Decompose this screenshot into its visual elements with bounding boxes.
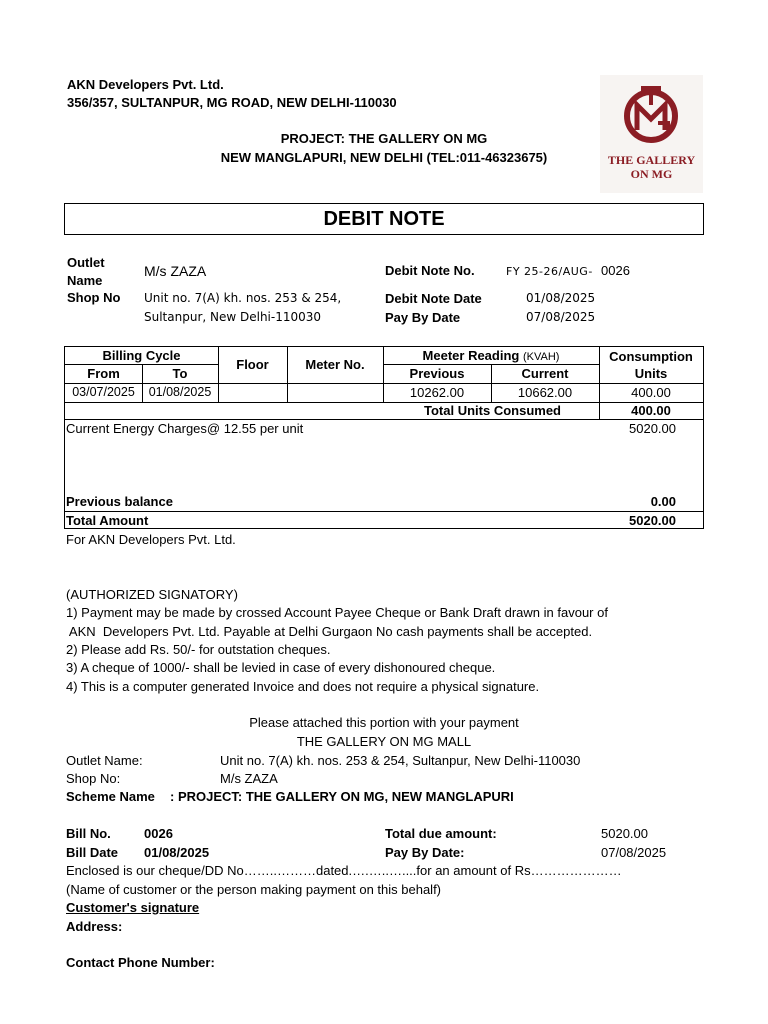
total-amount-label: Total Amount — [66, 513, 149, 528]
logo-text-line2: ON MG — [630, 167, 673, 181]
page-title: DEBIT NOTE — [323, 208, 445, 230]
scheme-name-value: : PROJECT: THE GALLERY ON MG, NEW MANGLAPURI — [170, 789, 514, 804]
energy-charges-value: 5020.00 — [629, 421, 676, 436]
company-address: 356/357, SULTANPUR, MG ROAD, NEW DELHI-110030 — [67, 95, 397, 110]
consumption-header-line1: Consumption — [609, 349, 693, 364]
customer-signature-label: Customer's signature — [66, 900, 200, 915]
contact-phone-label: Contact Phone Number: — [66, 955, 215, 970]
note-3: 3) A cheque of 1000/- shall be levied in case of every dishonoured cheque. — [66, 660, 496, 675]
company-name: AKN Developers Pvt. Ltd. — [67, 77, 224, 92]
slip-shop-value: M/s ZAZA — [220, 771, 278, 786]
from-header: From — [87, 366, 120, 381]
current-header: Current — [521, 366, 569, 381]
shop-no-line1: Unit no. 7(A) kh. nos. 253 & 254, — [144, 291, 342, 305]
total-units-label: Total Units Consumed — [424, 403, 561, 418]
address-label: Address: — [66, 919, 123, 934]
pay-by-date-value: 07/08/2025 — [526, 310, 596, 324]
row-from: 03/07/2025 — [72, 385, 135, 399]
previous-balance-label: Previous balance — [66, 494, 173, 509]
slip-pay-by-label: Pay By Date: — [385, 845, 465, 860]
authorized-signatory: (AUTHORIZED SIGNATORY) — [66, 587, 238, 602]
billing-table — [64, 346, 704, 529]
gallery-mg-logo-icon — [620, 83, 683, 147]
previous-balance-value: 0.00 — [650, 494, 676, 509]
bill-no-label: Bill No. — [66, 826, 111, 841]
logo-text-line1: THE GALLERY — [607, 153, 696, 167]
to-header: To — [172, 366, 188, 381]
for-company-text: For AKN Developers Pvt. Ltd. — [66, 532, 236, 547]
outlet-label-line1: Outlet — [67, 255, 105, 270]
note-1a: 1) Payment may be made by crossed Account Payee Cheque or Bank Draft drawn in favour of — [66, 605, 608, 620]
debit-note-no-label: Debit Note No. — [385, 263, 475, 278]
debit-note-no-prefix: FY 25-26/AUG- — [506, 265, 593, 278]
floor-header: Floor — [236, 357, 269, 372]
consumption-header-line2: Units — [634, 366, 668, 381]
slip-outlet-label: Outlet Name: — [66, 753, 143, 768]
enclosed-cheque-line: Enclosed is our cheque/DD No……..………dated.….…..…....for an amount of Rs………………… — [66, 863, 622, 878]
project-address: NEW MANGLAPURI, NEW DELHI (TEL:011-46323675) — [220, 150, 548, 165]
debit-note-date-value: 01/08/2025 — [526, 291, 596, 305]
row-units: 400.00 — [631, 385, 671, 400]
scheme-name-label: Scheme Name — [66, 789, 155, 804]
bill-no-value: 0026 — [144, 826, 173, 841]
outlet-name-value: M/s ZAZA — [144, 263, 207, 279]
debit-note-date-label: Debit Note Date — [385, 291, 482, 306]
shop-no-line2: Sultanpur, New Delhi-110030 — [144, 310, 322, 324]
slip-outlet-value: Unit no. 7(A) kh. nos. 253 & 254, Sultanpur, New Delhi-110030 — [220, 753, 581, 768]
previous-header: Previous — [409, 366, 465, 381]
attach-note: Please attached this portion with your payment — [249, 715, 519, 730]
debit-note-no-value: 0026 — [601, 263, 630, 278]
total-due-value: 5020.00 — [601, 826, 648, 841]
total-amount-value: 5020.00 — [629, 513, 676, 528]
meter-no-header: Meter No. — [305, 357, 365, 372]
total-due-label: Total due amount: — [385, 826, 497, 841]
bill-date-value: 01/08/2025 — [144, 845, 210, 860]
project-title: PROJECT: THE GALLERY ON MG — [280, 131, 488, 146]
slip-pay-by-value: 07/08/2025 — [601, 845, 667, 860]
debit-note-title-box — [64, 203, 704, 235]
slip-shop-label: Shop No: — [66, 771, 121, 786]
row-previous: 10262.00 — [409, 385, 465, 400]
note-4: 4) This is a computer generated Invoice and does not require a physical signature. — [66, 679, 540, 694]
meter-reading-header — [383, 347, 599, 366]
note-2: 2) Please add Rs. 50/- for outstation cheques. — [66, 642, 331, 657]
row-current: 10662.00 — [517, 385, 573, 400]
row-to: 01/08/2025 — [148, 385, 212, 399]
gallery-logo — [600, 75, 703, 193]
note-1b: AKN Developers Pvt. Ltd. Payable at Delhi Gurgaon No cash payments shall be accepted. — [66, 624, 593, 639]
customer-name-note: (Name of customer or the person making payment on this behalf) — [66, 882, 442, 897]
energy-charges-label: Current Energy Charges@ 12.55 per unit — [66, 421, 304, 436]
mall-name: THE GALLERY ON MG MALL — [296, 734, 472, 749]
outlet-label-line2: Name — [67, 273, 103, 288]
meter-reading-label: Meeter Reading — [422, 348, 520, 363]
bill-date-label: Bill Date — [66, 845, 119, 860]
billing-cycle-header: Billing Cycle — [102, 348, 181, 363]
shop-no-label: Shop No — [67, 290, 121, 305]
total-units-value: 400.00 — [631, 403, 671, 418]
pay-by-date-label: Pay By Date — [385, 310, 461, 325]
kvah-unit: (KVAH) — [522, 351, 560, 363]
